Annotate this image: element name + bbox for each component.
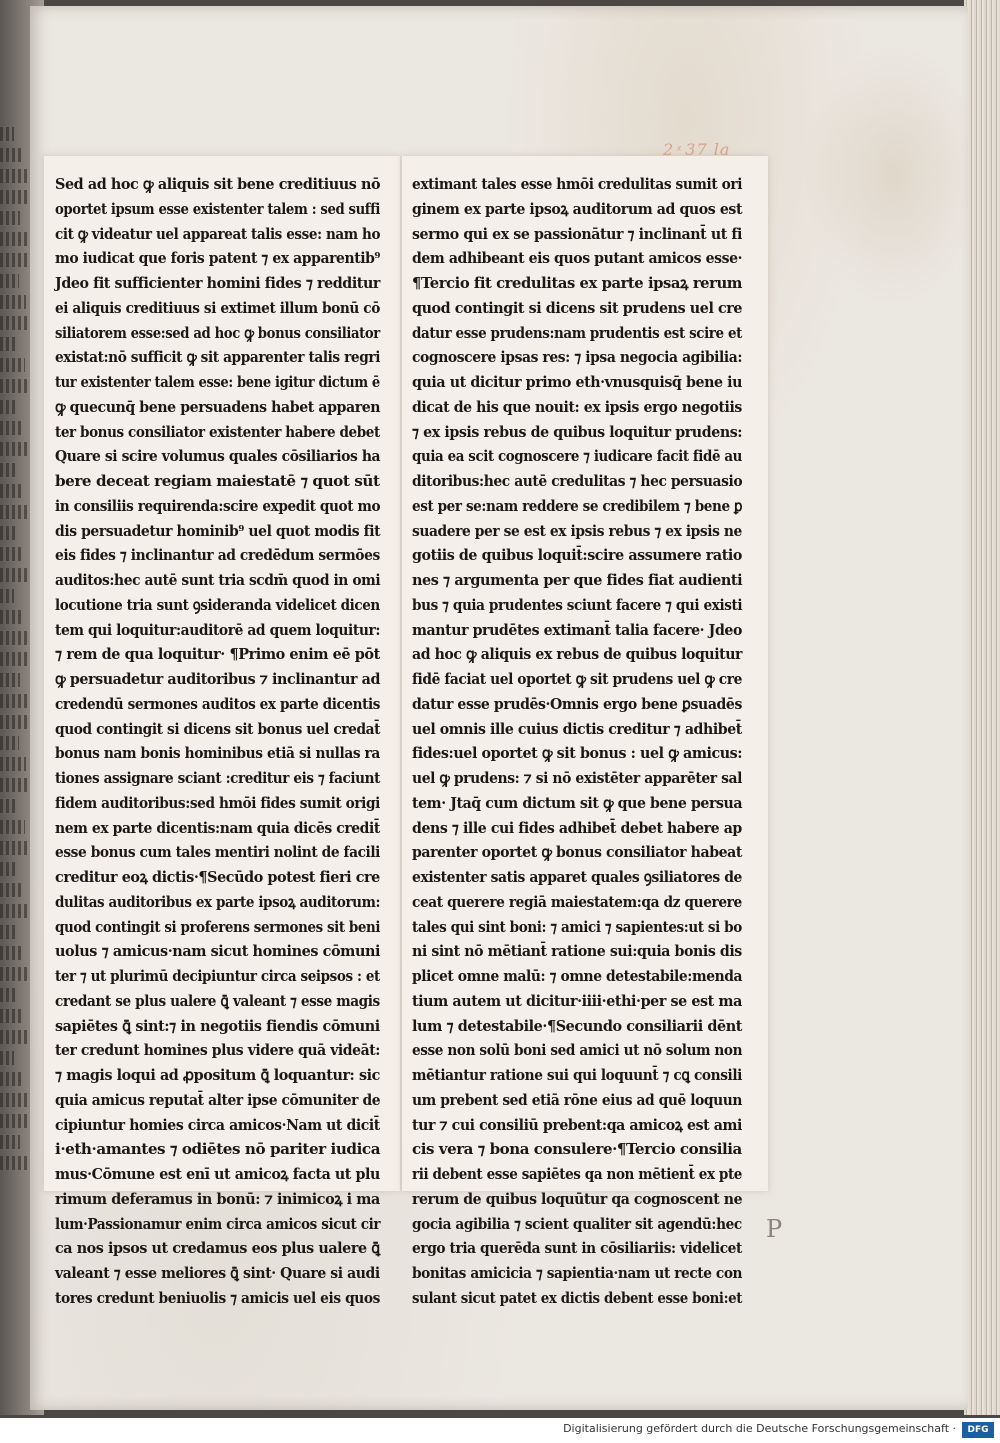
text-line: ꝙ quecunq̄ bene persuadens habet apparen	[55, 397, 381, 416]
text-line: auditos:hec autē sunt tria scdm̄ quod in omi	[55, 571, 381, 589]
dfg-logo: DFG	[962, 1422, 994, 1438]
text-line: fidē faciat uel oportet ꝙ sit prudens uel ꝙ cre	[412, 670, 742, 688]
text-line: siliatorem esse:sed ad hoc ꝙ bonus consiliator	[55, 323, 380, 342]
text-line: sermo qui ex se passionātur ⁊ inclinant̄ ut fi	[412, 224, 742, 243]
folio-annotation: 2 ͯ 37 la	[663, 140, 731, 159]
text-line: mus·Cōmune est enī ut amicoꝝ facta ut plu	[55, 1165, 380, 1183]
text-line: uel ꝙ prudens: ⁊ si nō existēter apparēter sal	[412, 769, 742, 787]
text-line: existat:nō sufficit ꝙ sit apparenter talis regri	[55, 348, 381, 367]
text-line: tium autem ut dicitur·iiii·ethi·per se est ma	[412, 991, 742, 1010]
text-line: oportet ipsum esse existenter talem : sed suffi	[55, 199, 381, 218]
text-line: ei aliquis creditiuus si extimet illum bonū cō	[55, 298, 380, 317]
text-line: rimum deferamus in bonū: ⁊ inimicoꝝ i ma	[55, 1189, 380, 1208]
text-line: dicat de his que nouit: ex ipsis ergo negotiis	[412, 397, 742, 416]
text-line: quod contingit si proferens sermones sit beni	[55, 917, 381, 936]
text-line: ad hoc ꝙ aliquis ex rebus de quibus loquitur	[412, 645, 743, 664]
text-line: quia ut dicitur primo eth·vnusquisq̄ bene iu	[412, 373, 743, 391]
text-line: ter ⁊ ut plurimū decipiuntur circa seipsos : et	[55, 967, 380, 985]
text-line: ni sint nō mētiant̄ ratione sui:quia bonis dis	[412, 942, 742, 961]
text-line: bonitas amicicia ⁊ sapientia·nam ut recte con	[412, 1264, 743, 1282]
text-line: gocia agibilia ⁊ scient qualiter sit agendū:hec	[412, 1214, 742, 1233]
text-line: cipiuntur homies circa amicos·Nam ut dicit̄	[55, 1115, 380, 1134]
text-line: gotiis de quibus loquit̄:scire assumere ratio	[412, 546, 742, 565]
text-line: bonus nam bonis hominibus etiā si nullas ra	[55, 744, 380, 763]
text-line: mantur prudētes extimant̄ talia facere· Jdeo	[412, 620, 742, 639]
page-stack-edge	[964, 0, 1000, 1415]
digitization-footer	[0, 1418, 1000, 1443]
text-line: tur ⁊ cui consiliū prebent:qa amicoꝝ est ami	[412, 1115, 742, 1134]
text-line: ¶Tercio fit credulitas ex parte ipsaꝝ rerum	[412, 274, 742, 292]
text-line: tales qui sint boni: ⁊ amici ⁊ sapientes:ut si bo	[412, 917, 742, 936]
text-line: quia ea scit cognoscere ⁊ iudicare facit fidē au	[412, 447, 743, 466]
right-text-column	[412, 172, 742, 1311]
left-text-column	[55, 172, 380, 1311]
text-line: ⁊ ex ipsis rebus de quibus loquitur prudens:	[412, 422, 743, 441]
text-line: locutione tria sunt ꝯsideranda videlicet dicen	[55, 595, 380, 614]
text-line: nes ⁊ argumenta per que fides fiat audienti	[412, 571, 743, 589]
text-line: cognoscere ipsas res: ⁊ ipsa negocia agibilia:	[412, 348, 743, 367]
text-line: um prebent sed etiā rōne eius ad quē loquun	[412, 1090, 743, 1109]
text-line: rii debent esse sapiētes qa non mētient̄ ex pte	[412, 1165, 743, 1183]
text-line: ginem ex parte ipsoꝝ auditorum ad quos est	[412, 199, 743, 218]
text-line: quod contingit si dicens sit bonus uel credat̄	[55, 719, 381, 738]
text-line: sulant sicut patet ex dictis debent esse boni:et	[412, 1288, 743, 1307]
text-line: parenter oportet ꝙ bonus consiliator habeat	[412, 843, 742, 862]
text-line: lum·Passionamur enim circa amicos sicut cir	[55, 1214, 381, 1233]
text-line: existenter satis apparet quales ꝯsiliatores de	[412, 868, 742, 886]
text-line: ter bonus consiliator existenter habere debet	[55, 422, 380, 441]
text-line: in consiliis requirenda:scire expedit quot mo	[55, 496, 381, 515]
text-line: extimant tales esse hmōi credulitas sumit ori	[412, 175, 743, 193]
text-line: dem adhibeant eis quos putant amicos esse·	[412, 249, 743, 268]
text-line: sapiētes ꝗ̄ sint:⁊ in negotiis fiendis cōmuni	[55, 1016, 380, 1035]
text-line: tem qui loquitur:auditorē ad quem loquitur:	[55, 620, 381, 639]
text-line: ⁊ magis loqui ad ꝓpositum ꝗ̄ loquantur: sic	[55, 1066, 380, 1084]
text-line: fides:uel oportet ꝙ sit bonus : uel ꝙ amicus:	[412, 744, 743, 763]
text-line: fidem auditoribus:sed hmōi fides sumit origi	[55, 793, 380, 812]
text-line: valeant ⁊ esse meliores ꝗ̄ sint· Quare si audi	[55, 1264, 380, 1282]
text-line: quod contingit si dicens sit prudens uel cre	[412, 298, 743, 317]
text-line: plicet omne malū: ⁊ omne detestabile:menda	[412, 967, 743, 985]
text-line: bus ⁊ quia prudentes sciunt facere ⁊ qui existi	[412, 595, 743, 614]
text-line: mo iudicat que foris patent ⁊ ex apparentib⁹	[55, 249, 381, 268]
text-line: rerum de quibus loquūtur qa cognoscent ne	[412, 1189, 743, 1208]
text-line: Sed ad hoc ꝙ aliquis sit bene creditiuus nō	[55, 175, 381, 193]
text-line: Quare si scire volumus quales cōsiliarios ha	[55, 447, 381, 466]
text-line: ditoribus:hec autē credulitas ⁊ hec persuasio	[412, 472, 743, 490]
text-line: tiones assignare sciant :creditur eis ⁊ faciunt	[55, 769, 380, 787]
text-line: uolus ⁊ amicus·nam sicut homines cōmuni	[55, 942, 381, 961]
text-line: bere deceat regiam maiestatē ⁊ quot sūt	[55, 472, 380, 490]
text-line: nem ex parte dicentis:nam quia dicēs credit̄	[55, 818, 380, 837]
text-line: datur esse prudēs·Omnis ergo bene ꝑsuadēs	[412, 694, 742, 713]
text-line: est per se:nam reddere se credibilem ⁊ bene ꝑ	[412, 496, 743, 515]
text-line: datur esse prudens:nam prudentis est scire et	[412, 323, 742, 342]
text-line: creditur eoꝝ dictis·¶Secūdo potest fieri cre	[55, 868, 380, 886]
text-line: credant se plus ualere ꝗ̄ valeant ⁊ esse magis	[55, 991, 380, 1010]
text-line: credendū sermones auditos ex parte dicentis	[55, 694, 381, 713]
text-line: dens ⁊ ille cui fides adhibet̄ debet habere ap	[412, 818, 742, 837]
text-line: ter credunt homines plus videre quā videāt:	[55, 1041, 381, 1060]
footer-credit-text: Digitalisierung gefördert durch die Deutsche Forschungsgemeinschaft ·	[563, 1422, 956, 1435]
text-line: eis fides ⁊ inclinantur ad credēdum sermōes	[55, 546, 380, 565]
text-line: tores credunt beniuolis ⁊ amicis uel eis quos	[55, 1288, 380, 1307]
text-line: ꝙ persuadetur auditoribus ⁊ inclinantur ad	[55, 670, 381, 688]
text-line: esse non solū boni sed amici ut nō solum non	[412, 1041, 743, 1060]
text-line: Jdeo fit sufficienter homini fides ⁊ redditur	[55, 274, 380, 292]
text-line: ca nos ipsos ut credamus eos plus ualere ꝗ̄	[55, 1239, 380, 1258]
text-line: dis persuadetur hominib⁹ uel quot modis fit	[55, 521, 381, 540]
text-line: dulitas auditoribus ex parte ipsoꝝ auditorum:	[55, 892, 381, 911]
marginal-note: P	[766, 1215, 783, 1243]
text-line: tem· Jtaq̄ cum dictum sit ꝙ que bene persua	[412, 793, 743, 812]
text-line: ⁊ rem de qua loquitur· ¶Primo enim eē pōt	[55, 645, 380, 664]
text-line: cit ꝙ videatur uel appareat talis esse: nam ho	[55, 224, 381, 243]
text-line: tur existenter talem esse: bene igitur dictum ē	[55, 373, 380, 391]
text-line: ceat querere regiā maiestatem:qa dz querere	[412, 892, 742, 911]
text-line: lum ⁊ detestabile·¶Secundo consiliarii dēnt	[412, 1016, 742, 1035]
text-line: suadere per se est ex ipsis rebus ⁊ ex ipsis ne	[412, 521, 742, 540]
text-line: mētiantur ratione sui qui loquunt̄ ⁊ cꝗ consili	[412, 1066, 742, 1084]
text-line: quia amicus reputat̄ alter ipse cōmuniter de	[55, 1090, 381, 1109]
text-line: ergo tria querēda sunt in cōsiliariis: videlicet	[412, 1239, 742, 1258]
text-line: esse bonus cum tales mentiri nolint de facili	[55, 843, 380, 862]
text-line: i·eth·amantes ⁊ odiētes nō pariter iudica	[55, 1140, 381, 1159]
text-line: cis vera ⁊ bona consulere·¶Tercio consilia	[412, 1140, 742, 1159]
text-line: uel omnis ille cuius dictis creditur ⁊ adhibet̄	[412, 719, 742, 738]
